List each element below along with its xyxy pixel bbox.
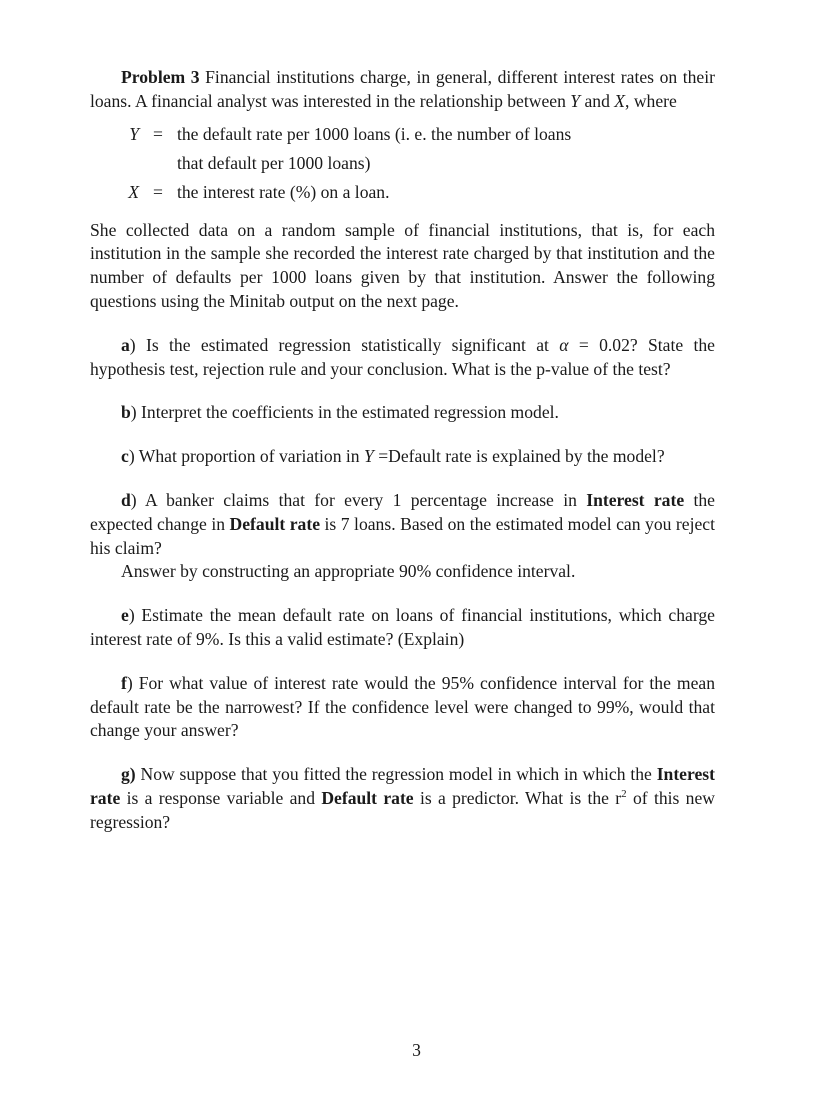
question-b: b) Interpret the coefficients in the estimated regression model.: [121, 402, 559, 423]
definition-text-y: the default rate per 1000 loans (i. e. the number of loans: [177, 123, 572, 144]
definition-equals: =: [153, 123, 163, 144]
question-c: c) What proportion of variation in Y =Default rate is explained by the model?: [121, 446, 665, 467]
question-d: d) A banker claims that for every 1 percentage increase in Interest rate the expected change in Default rate is 7 loans. Based on the estimated model can you reject his claim?: [90, 489, 715, 558]
question-a: a) Is the estimated regression statistically significant at α = 0.02? State the hypothesis test, rejection rule and your conclusion. What is the p-value of the test?: [90, 334, 715, 379]
page-number: 3: [412, 1040, 421, 1060]
question-f: f) For what value of interest rate would the 95% confidence interval for the mean default rate be the narrowest? If the confidence level were changed to 99%, would that change your answer?: [90, 672, 715, 741]
question-g: g) Now suppose that you fitted the regression model in which in which the Interest rate is a response variable and Default rate is a predictor. What is the $r^2$ of this new regression?: [90, 764, 715, 832]
definition-symbol-x: X: [128, 181, 139, 202]
definition-text-x: the interest rate (%) on a loan.: [177, 181, 390, 202]
definition-symbol-y: Y: [129, 123, 139, 144]
definition-text-y-cont: that default per 1000 loans): [177, 152, 371, 173]
definition-equals: =: [153, 181, 163, 202]
question-e: e) Estimate the mean default rate on loans of financial institutions, which charge interest rate of 9%. Is this a valid estimate? (Explain): [90, 605, 715, 649]
question-d-instruction: Answer by constructing an appropriate 90% confidence interval.: [121, 561, 576, 582]
context-paragraph: She collected data on a random sample of financial institutions, that is, for each institution in the sample she recorded the interest rate charged by that institution and the number of defaults per 1000 loans given by that institution. Answer the following questions using the Minitab output on the next page.: [90, 219, 715, 311]
problem-intro: Problem 3 Financial institutions charge, in general, different interest rates on their loans. A financial analyst was interested in the relationship between Y and X, where: [90, 67, 715, 111]
problem-heading: Problem 3: [121, 67, 200, 87]
variable-definitions: [90, 120, 715, 207]
problem-page: [90, 66, 715, 835]
